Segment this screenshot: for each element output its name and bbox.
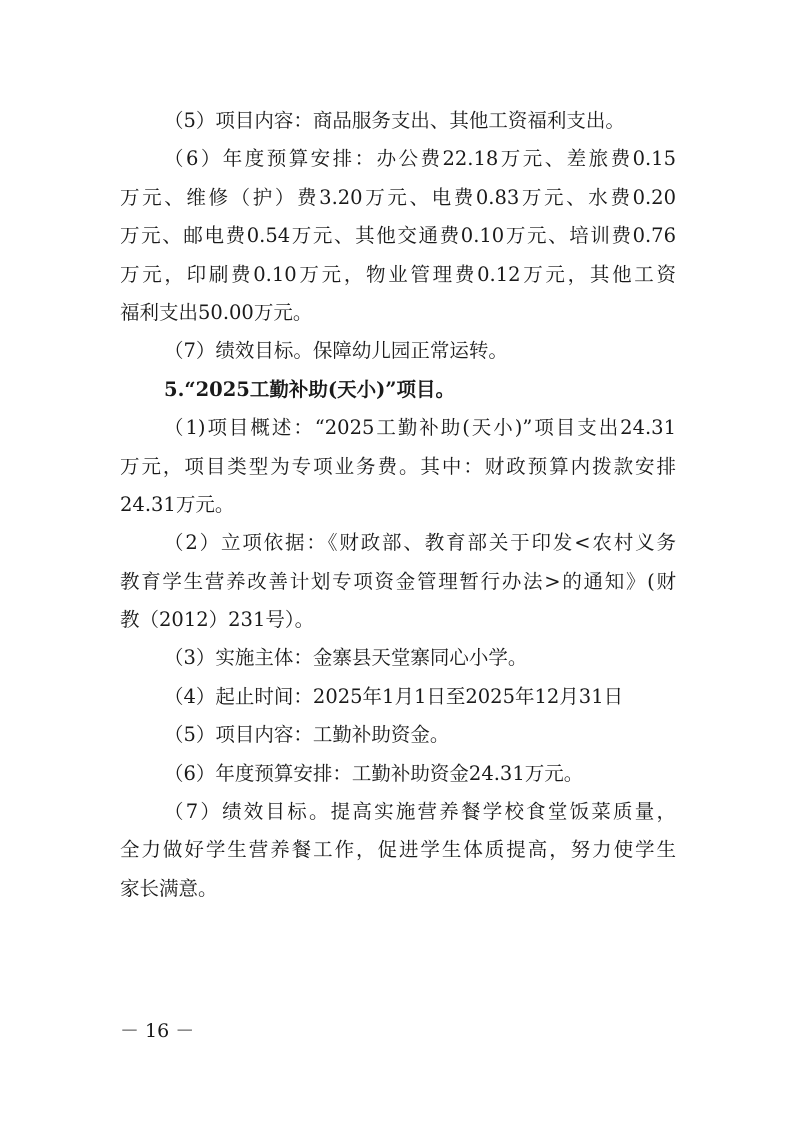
paragraph-line: 万元、维修（护）费3.20万元、电费0.83万元、水费0.20	[120, 185, 676, 209]
document-body	[120, 102, 676, 908]
paragraph-line: （1)项目概述：“2025工勤补助(天小)”项目支出24.31	[164, 416, 676, 440]
paragraph-line: （5）项目内容：商品服务支出、其他工资福利支出。	[164, 109, 625, 132]
paragraph-line: 万元、邮电费0.54万元、其他交通费0.10万元、培训费0.76	[120, 224, 676, 248]
paragraph-line: （2）立项依据：《财政部、教育部关于印发<农村义务	[164, 531, 676, 555]
paragraph-line: 万元，印刷费0.10万元，物业管理费0.12万元，其他工资	[120, 262, 676, 286]
paragraph-line: （7）绩效目标。保障幼儿园正常运转。	[164, 339, 508, 363]
paragraph-line: 家长满意。	[120, 876, 218, 900]
paragraph-line: （7）绩效目标。提高实施营养餐学校食堂饭菜质量，	[164, 800, 676, 824]
paragraph-line: 教育学生营养改善计划专项资金管理暂行办法>的通知》(财	[120, 569, 676, 593]
section-heading: 5.“2025工勤补助(天小)”项目。	[164, 377, 456, 401]
paragraph-line: 24.31万元。	[120, 492, 235, 516]
paragraph-line: （6）年度预算安排：工勤补助资金24.31万元。	[164, 761, 584, 785]
paragraph-line: 教（2012）231号）。	[120, 608, 315, 632]
page-number: － 16 －	[120, 1020, 195, 1042]
paragraph-line: 全力做好学生营养餐工作，促进学生体质提高，努力使学生	[120, 838, 676, 862]
paragraph-line: 福利支出50.00万元。	[120, 300, 313, 324]
paragraph-line: （4）起止时间：2025年1月1日至2025年12月31日	[164, 684, 624, 708]
paragraph-line: 万元，项目类型为专项业务费。其中：财政预算内拨款安排	[120, 454, 676, 478]
paragraph-line: （6）年度预算安排：办公费22.18万元、差旅费0.15	[164, 147, 676, 171]
paragraph-line: （3）实施主体：金寨县天堂寨同心小学。	[164, 646, 528, 670]
paragraph-line: （5）项目内容：工勤补助资金。	[164, 723, 450, 747]
